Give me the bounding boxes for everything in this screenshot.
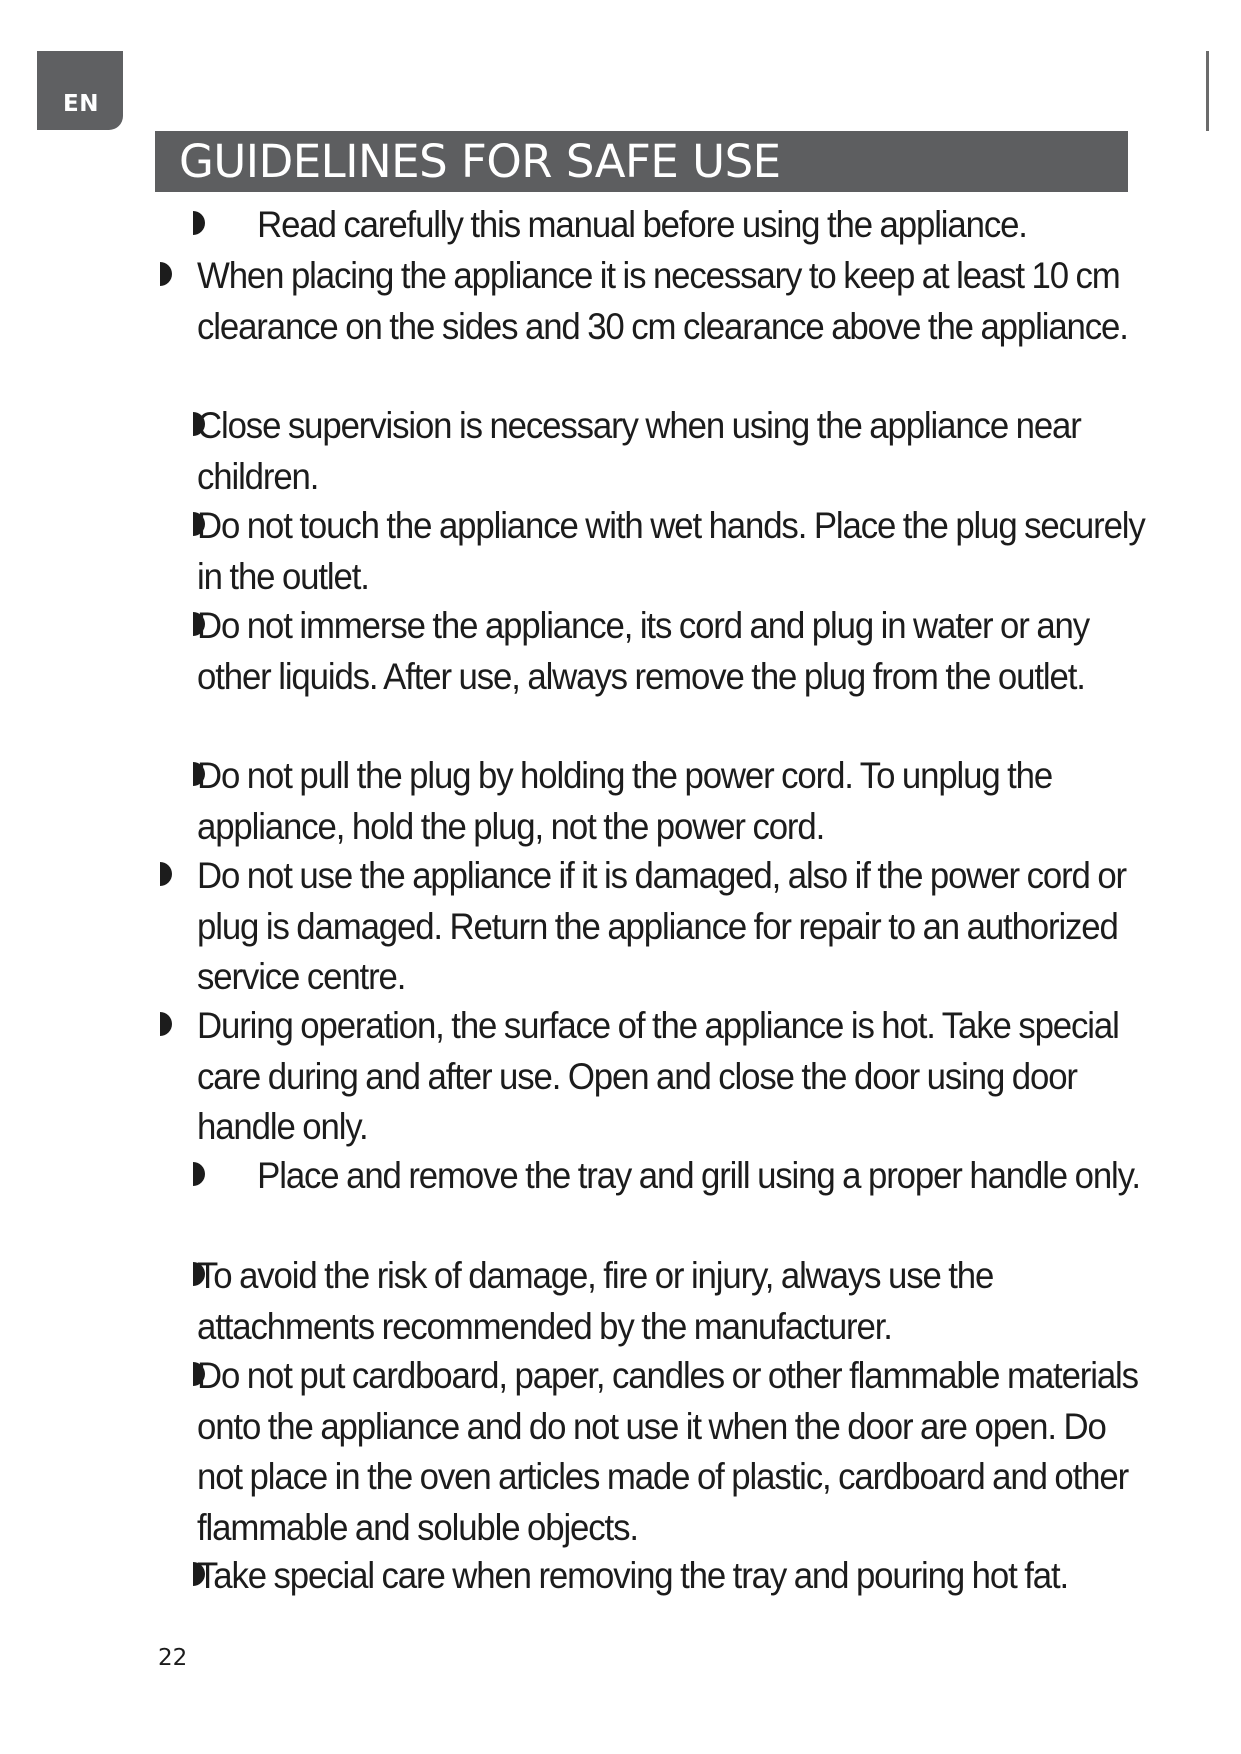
guideline-item: Read carefully this manual before using the appliance. [257, 204, 1027, 245]
guideline-item: Do not immerse the appliance, its cord and plug in water or any other liquids. After use, always remove the plug from the outlet. [197, 605, 1090, 697]
guideline-item: To avoid the risk of damage, fire or injury, always use the attachments recommended by the manufacturer. [197, 1255, 994, 1347]
guideline-item: Take special care when removing the tray and pouring hot fat. [197, 1555, 1069, 1596]
guideline-item: Close supervision is necessary when using the appliance near children. [197, 405, 1081, 497]
guideline-item: Do not put cardboard, paper, candles or other flammable materials onto the appliance and do not use it when the door are open. Do not place in the oven articles made of plastic, cardboard and other flammable and soluble objects. [197, 1355, 1138, 1548]
guideline-item: Place and remove the tray and grill using a proper handle only. [257, 1155, 1140, 1196]
page-number: 22 [158, 1645, 188, 1671]
bullet-icon [160, 862, 172, 886]
guideline-item: When placing the appliance it is necessary to keep at least 10 cm clearance on the sides and 30 cm clearance above the appliance. [197, 255, 1128, 347]
guideline-item: Do not touch the appliance with wet hands. Place the plug securely in the outlet. [197, 505, 1145, 597]
bullet-icon [160, 1012, 172, 1036]
bullet-icon [160, 262, 172, 286]
guideline-item: Do not use the appliance if it is damaged, also if the power cord or plug is damaged. Return the appliance for repair to an authorized service centre. [197, 855, 1126, 997]
guideline-item: During operation, the surface of the appliance is hot. Take special care during and after use. Open and close the door using door handle only. [197, 1005, 1119, 1147]
guideline-item: Do not pull the plug by holding the power cord. To unplug the appliance, hold the plug, not the power cord. [197, 755, 1053, 847]
section-title: GUIDELINES FOR SAFE USE [179, 135, 781, 188]
language-label: EN [63, 91, 99, 117]
